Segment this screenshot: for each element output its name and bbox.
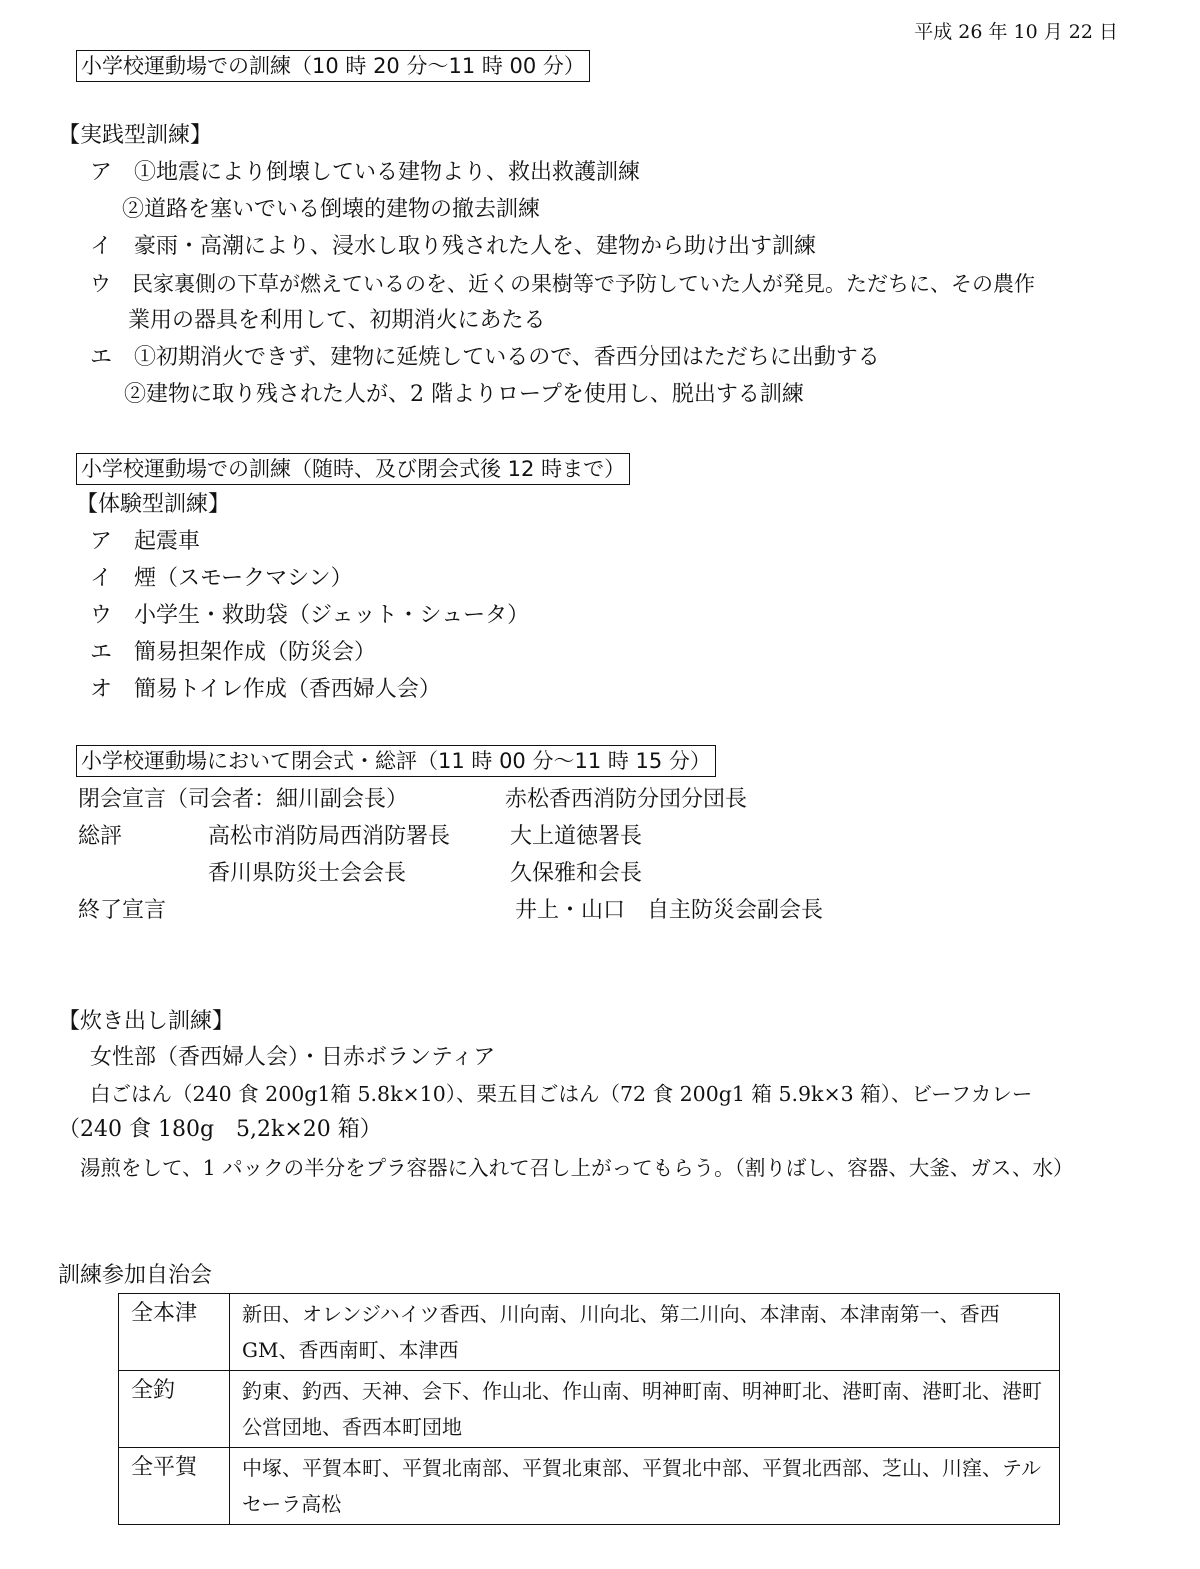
cooking-line: （240 食 180g 5,2k×20 箱）	[58, 1117, 382, 1142]
document-date: 平成 26 年 10 月 22 日	[914, 21, 1118, 43]
closing-person: 井上・山口 自主防災会副会長	[515, 898, 824, 923]
closing-label: 終了宣言	[78, 898, 167, 923]
section-title-closing: 小学校運動場において閉会式・総評（11 時 00 分～11 時 15 分）	[76, 745, 716, 777]
section-title-experience: 小学校運動場での訓練（随時、及び閉会式後 12 時まで）	[76, 453, 630, 485]
members-cell: 新田、オレンジハイツ香西、川向南、川向北、第二川向、本津南、本津南第一、香西 GM、香西南町、本津西	[230, 1294, 1060, 1371]
cooking-line: 白ごはん（240 食 200g1箱 5.8k×10）、栗五目ごはん（72 食 200g1 箱 5.9k×3 箱）、ビーフカレー	[90, 1082, 1033, 1106]
section-heading-experience: 【体験型訓練】	[76, 492, 231, 517]
experience-item: エ 簡易担架作成（防災会）	[90, 640, 377, 665]
practical-item: ウ 民家裏側の下草が燃えているのを、近くの果樹等で予防していた人が発見。ただちに、その農作	[90, 272, 1035, 296]
section-heading-practical: 【実践型訓練】	[58, 123, 213, 148]
members-cell: 釣東、釣西、天神、会下、作山北、作山南、明神町南、明神町北、港町南、港町北、港町公営団地、香西本町団地	[230, 1371, 1060, 1448]
table-row	[119, 1294, 1060, 1371]
practical-item: イ 豪雨・高潮により、浸水し取り残された人を、建物から助け出す訓練	[90, 234, 817, 259]
closing-person: 赤松香西消防分団分団長	[505, 787, 748, 812]
practical-item: 業用の器具を利用して、初期消火にあたる	[128, 308, 546, 333]
table-row	[119, 1371, 1060, 1448]
closing-person: 久保雅和会長	[510, 861, 643, 886]
practical-item: エ ①初期消火できず、建物に延焼しているので、香西分団はただちに出動する	[90, 345, 880, 370]
closing-person: 大上道徳署長	[510, 824, 643, 849]
experience-item: ア 起震車	[90, 529, 201, 554]
table-row	[119, 1448, 1060, 1525]
associations-table	[118, 1293, 1060, 1525]
closing-label: 総評	[78, 824, 123, 849]
area-cell: 全釣	[119, 1371, 230, 1448]
practical-item: ②建物に取り残された人が、2 階よりロープを使用し、脱出する訓練	[124, 382, 804, 407]
closing-org: 香川県防災士会会長	[208, 861, 407, 886]
section-heading-cooking: 【炊き出し訓練】	[58, 1009, 235, 1034]
practical-item: ②道路を塞いでいる倒壊的建物の撤去訓練	[122, 197, 541, 222]
area-cell: 全本津	[119, 1294, 230, 1371]
closing-org: 高松市消防局西消防署長	[208, 824, 451, 849]
closing-label: 閉会宣言（司会者：細川副会長）	[78, 787, 409, 812]
section-heading-associations: 訓練参加自治会	[58, 1263, 213, 1288]
members-cell: 中塚、平賀本町、平賀北南部、平賀北東部、平賀北中部、平賀北西部、芝山、川窪、テルセーラ高松	[230, 1448, 1060, 1525]
section-title-practical: 小学校運動場での訓練（10 時 20 分～11 時 00 分）	[76, 50, 590, 82]
cooking-line: 女性部（香西婦人会）・日赤ボランティア	[90, 1045, 496, 1070]
area-cell: 全平賀	[119, 1448, 230, 1525]
experience-item: ウ 小学生・救助袋（ジェット・シュータ）	[90, 603, 530, 628]
experience-item: イ 煙（スモークマシン）	[90, 566, 353, 591]
experience-item: オ 簡易トイレ作成（香西婦人会）	[90, 677, 441, 702]
practical-item: ア ①地震により倒壊している建物より、救出救護訓練	[90, 160, 641, 185]
cooking-line: 湯煎をして、1 パックの半分をプラ容器に入れて召し上がってもらう。（割りばし、容器、大釜、ガス、水）	[80, 1156, 1074, 1180]
